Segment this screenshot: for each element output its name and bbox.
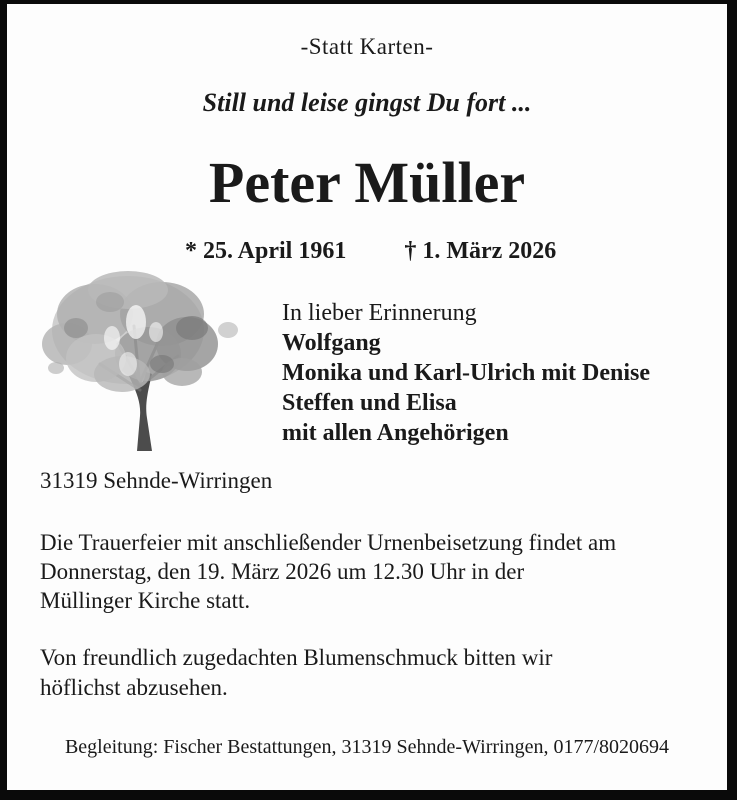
service-info-block (40, 528, 616, 615)
statt-karten-header: -Statt Karten- (300, 34, 434, 59)
mourners-block (282, 298, 650, 448)
deceased-name: Peter Müller (208, 150, 526, 215)
watercolor-tree-icon (40, 268, 245, 453)
memorial-quote: Still und leise gingst Du fort ... (202, 88, 532, 117)
life-dates (185, 238, 556, 265)
mourner-line: Monika und Karl-Ulrich mit Denise (282, 360, 651, 386)
remembrance-intro: In lieber Erinnerung (282, 300, 477, 326)
mourner-line: Wolfgang (282, 330, 381, 356)
flowers-line: Von freundlich zugedachten Blumenschmuck bitten wir (40, 645, 553, 670)
location-line: 31319 Sehnde-Wirringen (40, 468, 273, 493)
funeral-home-footer: Begleitung: Fischer Bestattungen, 31319 Sehnde-Wirringen, 0177/8020694 (64, 736, 670, 758)
service-line: Müllinger Kirche statt. (40, 588, 251, 613)
service-line: Donnerstag, den 19. März 2026 um 12.30 Uhr in der (40, 559, 525, 584)
birth-date: * 25. April 1961 (185, 238, 347, 264)
mourner-line: mit allen Angehörigen (282, 420, 509, 446)
flowers-note-block (40, 643, 552, 703)
flowers-line: höflichst abzusehen. (40, 675, 228, 700)
service-line: Die Trauerfeier mit anschließender Urnenbeisetzung findet am (40, 530, 617, 555)
death-date: † 1. März 2026 (404, 238, 557, 264)
mourner-line: Steffen und Elisa (282, 390, 457, 416)
